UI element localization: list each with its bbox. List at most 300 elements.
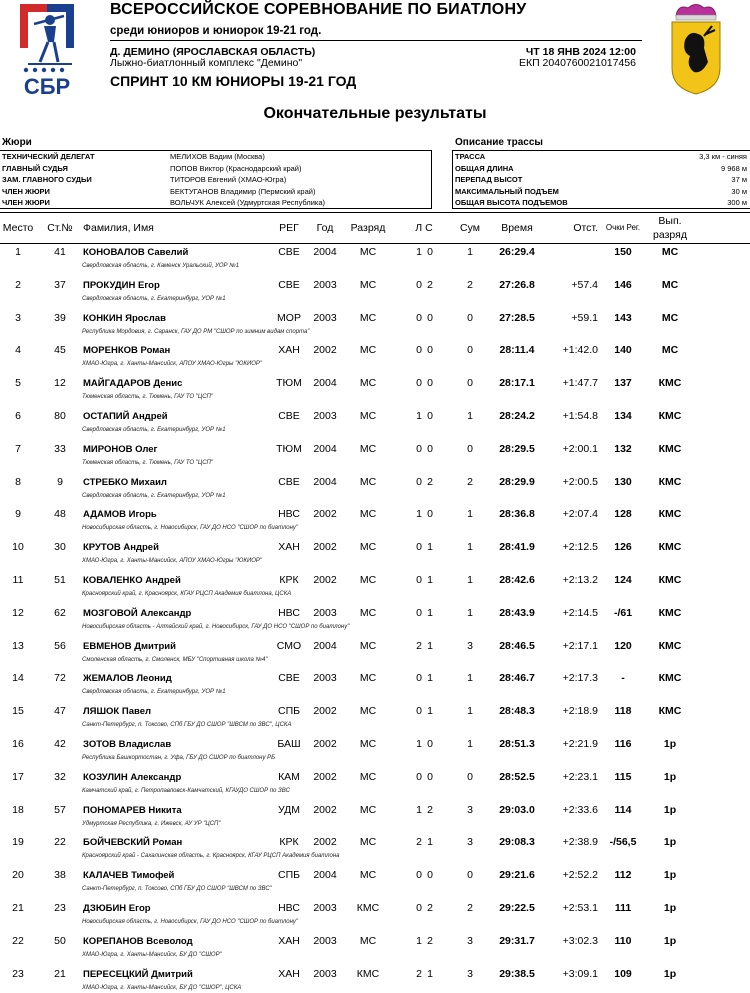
rank: МС [359,770,377,783]
region: УДМ [277,803,301,816]
club: Свердловская область, г. Екатеринбург, УОР №1 [82,492,226,499]
birth-year: 2002 [313,344,337,357]
behind: +1:47.7 [562,377,598,390]
shooting-prone: 0 [416,574,422,586]
athlete-name: ДЗЮБИН Егор [83,903,151,914]
points: 130 [614,475,632,488]
time: 28:17.1 [499,377,535,390]
region: ХАН [278,541,300,554]
points: 111 [614,902,632,914]
shooting-standing: 0 [427,508,433,521]
rank: МС [359,246,377,258]
qualification: 1р [663,934,677,947]
penalty-sum: 1 [467,541,473,554]
table-row [0,506,750,539]
time: 28:43.9 [499,606,535,619]
region: ХАН [278,967,300,980]
points: 115 [614,770,632,783]
time: 29:22.5 [499,902,535,914]
shooting-prone: 1 [416,410,422,422]
birth-year: 2002 [313,705,337,718]
shooting-standing: 0 [427,246,433,258]
club: Республика Мордовия, г. Саранск, ГАУ ДО РМ "СШОР по зимним видам спорта" [82,328,310,335]
qualification: КМС [658,606,682,619]
track-key: ОБЩАЯ ДЛИНА [455,163,514,173]
place: 14 [12,672,24,685]
time: 28:52.5 [499,770,535,783]
bib: 39 [54,311,66,324]
place: 3 [15,311,21,324]
penalty-sum: 0 [467,344,473,357]
competition-subtitle: среди юниоров и юниорок 19-21 год. [110,25,322,37]
time: 28:42.6 [499,574,535,586]
club: Новосибирская область, г. Новосибирск, ГАУ ДО НСО "СШОР по биатлону" [82,525,299,532]
penalty-sum: 3 [467,836,473,849]
birth-year: 2002 [313,738,337,750]
time: 28:46.7 [499,672,535,685]
points: 120 [614,639,632,652]
track-key: ОБЩАЯ ВЫСОТА ПОДЪЕМОВ [455,198,568,207]
shooting-standing: 0 [427,770,433,783]
qualification: 1р [663,803,677,816]
qualification: 1р [663,902,677,914]
col-region: РЕГ [279,222,299,234]
birth-year: 2003 [313,934,337,947]
qualification: 1р [663,738,677,750]
table-row [0,244,750,277]
rank: МС [359,410,377,422]
place: 23 [12,967,24,980]
penalty-sum: 3 [467,967,473,980]
rank: МС [359,344,377,357]
athlete-name: ЕВМЕНОВ Дмитрий [83,640,176,652]
qualification: МС [661,344,679,357]
rank: МС [359,803,377,816]
shooting-standing: 2 [427,278,433,291]
club: Свердловская область, г. Екатеринбург, УОР №1 [82,689,226,696]
table-row [0,342,750,375]
qualification: МС [661,311,679,324]
shooting-prone: 2 [416,836,422,849]
track-key: МАКСИМАЛЬНЫЙ ПОДЪЕМ [455,186,559,196]
track-box [452,150,750,209]
athlete-name: МИРОНОВ Олег [83,443,158,455]
bib: 62 [54,606,66,619]
track-row [455,197,747,208]
shooting-prone: 0 [416,672,422,685]
place: 8 [15,475,21,488]
club: Санкт-Петербург, п. Токсово, СПб ГБУ ДО СШОР "ШВСМ по ЗВС", ЦСКА [82,722,292,729]
penalty-sum: 0 [467,442,473,455]
athlete-name: ПОНОМАРЕВ Никита [83,804,182,816]
col-qual-line2: разряд [653,229,687,241]
points: 110 [614,934,632,947]
athlete-name: КОВАЛЕНКО Андрей [83,575,181,586]
points: 116 [614,738,632,750]
qualification: 1р [663,770,677,783]
behind: +3:09.1 [562,967,598,980]
race-name: СПРИНТ 10 КМ ЮНИОРЫ 19-21 ГОД [110,73,357,89]
jury-box [0,150,432,209]
jury-name: ВОЛЬЧУК Алексей (Удмуртская Республика) [170,198,326,207]
birth-year: 2002 [313,836,337,849]
bib: 12 [54,377,66,390]
rank: МС [359,508,377,521]
place: 16 [12,738,24,750]
shooting-standing: 1 [427,836,433,849]
time: 29:21.6 [499,869,535,882]
place: 19 [12,836,24,849]
region: СВЕ [278,672,300,685]
behind: +2:53.1 [562,902,598,914]
shooting-standing: 1 [427,967,433,980]
birth-year: 2003 [313,967,337,980]
penalty-sum: 2 [467,475,473,488]
athlete-name: МАЙГАДАРОВ Денис [83,378,183,390]
place: 5 [15,377,21,390]
table-row [0,933,750,966]
points: 112 [614,869,632,882]
table-row [0,572,750,605]
shooting-prone: 0 [416,869,422,882]
rank: МС [359,377,377,390]
shooting-prone: 0 [416,442,422,455]
qualification: 1р [663,836,677,849]
athlete-name: МОЗГОВОЙ Александр [83,607,192,619]
col-place: Место [2,222,34,234]
region: БАШ [277,738,301,750]
table-row [0,474,750,507]
athlete-name: ПРОКУДИН Егор [83,279,160,291]
shooting-standing: 1 [427,639,433,652]
time: 26:29.4 [499,246,535,258]
birth-year: 2004 [313,869,337,882]
qualification: КМС [658,475,682,488]
shooting-prone: 1 [416,934,422,947]
region: МОР [277,311,301,324]
table-row [0,605,750,638]
birth-year: 2002 [313,574,337,586]
points: 132 [614,442,632,455]
table-row [0,867,750,900]
points: 137 [614,377,632,390]
time: 28:41.9 [499,541,535,554]
region: СМО [276,639,302,652]
penalty-sum: 3 [467,934,473,947]
jury-name: БЕКТУГАНОВ Владимир (Пермский край) [170,186,316,196]
shooting-standing: 2 [427,934,433,947]
penalty-sum: 0 [467,311,473,324]
table-row [0,736,750,769]
table-row [0,703,750,736]
page-title: Окончательные результаты [263,105,487,122]
penalty-sum: 2 [467,278,473,291]
points: 114 [614,803,632,816]
header [0,0,750,100]
birth-year: 2004 [313,639,337,652]
shooting-standing: 0 [427,442,433,455]
rank: МС [359,672,377,685]
athlete-name: ОСТАПИЙ Андрей [83,411,168,422]
bib: 41 [54,246,66,258]
place: 10 [12,541,24,554]
shooting-prone: 1 [416,803,422,816]
place: 11 [12,574,24,586]
points: - [621,672,625,685]
athlete-name: ЖЕМАЛОВ Леонид [83,673,172,685]
bib: 48 [54,508,66,521]
bib: 42 [54,738,66,750]
behind: +3:02.3 [562,934,598,947]
jury-name: МЕЛИХОВ Вадим (Москва) [170,152,265,161]
club: ХМАО-Югра, г. Ханты-Мансийск, АПОУ ХМАО-Югры "ЮКИОР" [82,361,263,368]
shooting-standing: 0 [427,869,433,882]
points: 140 [614,344,632,357]
jury-role: ТЕХНИЧЕСКИЙ ДЕЛЕГАТ [2,152,95,161]
shooting-standing: 0 [427,410,433,422]
penalty-sum: 0 [467,869,473,882]
track-key: ТРАССА [455,152,486,161]
track-row [455,163,747,174]
time: 28:24.2 [499,410,535,422]
table-row [0,966,750,993]
qualification: КМС [658,672,682,685]
competition-title: ВСЕРОССИЙСКОЕ СОРЕВНОВАНИЕ ПО БИАТЛОНУ [110,1,527,18]
time: 29:31.7 [499,934,535,947]
region: СВЕ [278,246,300,258]
behind: +2:00.1 [562,442,598,455]
athlete-name: КРУТОВ Андрей [83,542,159,554]
athlete-name: ЗОТОВ Владислав [83,739,172,750]
shooting-prone: 1 [416,508,422,521]
club: Камчатский край, г. Петропавловск-Камчатский, КГАУДО СШОР по ЗВС [82,787,290,794]
bib: 51 [54,574,66,586]
club: Смоленская область, г. Смоленск, МБУ "Спортивная школа №4" [82,656,268,663]
time: 28:51.3 [499,738,535,750]
birth-year: 2003 [313,410,337,422]
rank: МС [359,311,377,324]
jury-heading: Жюри [2,137,32,148]
shooting-standing: 1 [427,541,433,554]
behind: +2:13.2 [562,574,598,586]
time: 27:28.5 [499,311,535,324]
club: Красноярский край - Сахалинская область, г. Красноярск, КГАУ РЦСП Академия биатлона [82,853,340,860]
place: 13 [12,639,24,652]
col-sum: Сум [460,222,480,234]
shooting-prone: 0 [416,344,422,357]
behind: +2:00.5 [562,475,598,488]
time: 28:29.9 [499,475,535,488]
qualification: КМС [658,541,682,554]
qualification: КМС [658,574,682,586]
bib: 80 [54,410,66,422]
birth-year: 2003 [313,672,337,685]
table-row [0,638,750,671]
shooting-standing: 0 [427,311,433,324]
rank: МС [359,278,377,291]
behind: +2:18.9 [562,705,598,718]
birth-year: 2003 [313,311,337,324]
qualification: КМС [658,377,682,390]
club: Удмуртская Республика, г. Ижевск, АУ УР "ЦСП" [82,820,221,827]
club: Новосибирская область - Алтайский край, г. Новосибирск, ГАУ ДО НСО "СШОР по биатлону" [82,623,350,630]
bib: 32 [54,770,66,783]
header-divider [110,40,642,41]
bib: 30 [54,541,66,554]
region: КРК [279,574,299,586]
bib: 45 [54,344,66,357]
table-row [0,375,750,408]
bib: 57 [54,803,66,816]
birth-year: 2003 [313,902,337,914]
jury-role: ЗАМ. ГЛАВНОГО СУДЬИ [2,175,92,184]
rank: МС [359,475,377,488]
region: СВЕ [278,410,300,422]
yaroslavl-crest [668,2,724,96]
track-row [455,151,747,162]
qualification: КМС [658,705,682,718]
region: ХАН [278,344,300,357]
table-row [0,670,750,703]
time: 28:29.5 [499,442,535,455]
time: 29:08.3 [499,836,535,849]
club: Свердловская область, г. Екатеринбург, УОР №1 [82,427,226,433]
shooting-prone: 0 [416,606,422,619]
track-value: 9 968 м [720,163,747,173]
bib: 23 [54,902,66,914]
behind: +2:38.9 [562,836,598,849]
sbr-logo [14,2,80,98]
athlete-name: КОЗУЛИН Александр [83,771,182,783]
behind: +57.4 [571,278,598,291]
shooting-prone: 0 [416,377,422,390]
place: 21 [12,902,24,914]
time: 28:48.3 [499,705,535,718]
qualification: КМС [658,639,682,652]
behind: +2:23.1 [562,770,598,783]
shooting-standing: 1 [427,606,433,619]
track-value: 3,3 км - синяя [699,152,747,161]
behind: +2:12.5 [562,541,598,554]
col-shooting: Л С [415,222,433,234]
place: 15 [12,705,24,718]
behind: +2:52.2 [562,869,598,882]
place: 9 [15,508,21,521]
track-value: 37 м [731,175,747,184]
athlete-name: КОНКИН Ярослав [83,312,166,324]
track-value: 30 м [731,186,747,196]
shooting-standing: 1 [427,672,433,685]
penalty-sum: 1 [467,410,473,422]
birth-year: 2004 [313,475,337,488]
region: СВЕ [278,475,300,488]
rank: МС [359,606,377,619]
col-behind: Отст. [573,222,598,234]
shooting-prone: 0 [416,541,422,554]
shooting-prone: 2 [416,967,422,980]
table-row [0,408,750,441]
place: 1 [15,246,21,258]
rank: МС [359,705,377,718]
behind: +1:42.0 [562,344,598,357]
place: 12 [12,606,24,619]
table-row [0,539,750,572]
rank: МС [359,934,377,947]
qualification: КМС [658,508,682,521]
rank: МС [359,574,377,586]
qualification: КМС [658,410,682,422]
table-row [0,834,750,867]
jury-role: ЧЛЕН ЖЮРИ [2,186,50,196]
birth-year: 2002 [313,803,337,816]
shooting-prone: 2 [416,639,422,652]
bib: 22 [54,836,66,849]
shooting-standing: 0 [427,738,433,750]
col-year: Год [316,222,334,234]
rank: МС [359,442,377,455]
track-value: 300 м [727,198,747,207]
shooting-standing: 2 [427,803,433,816]
col-qual-line1: Вып. [658,215,682,227]
jury-role: ЧЛЕН ЖЮРИ [2,198,50,207]
shooting-standing: 0 [427,377,433,390]
athlete-name: АДАМОВ Игорь [83,509,157,521]
athlete-name: КАЛАЧЕВ Тимофей [83,870,175,882]
behind: +2:33.6 [562,803,598,816]
results-table-header [0,212,750,244]
points: 146 [614,278,632,291]
penalty-sum: 0 [467,770,473,783]
col-time: Время [501,222,533,234]
time: 27:26.8 [499,278,535,291]
behind: +2:17.1 [562,639,598,652]
bib: 72 [54,672,66,685]
col-points: Очки Рег. [605,223,641,232]
club: Санкт-Петербург, п. Токсово, СПб ГБУ ДО СШОР "ШВСМ по ЗВС" [82,886,272,893]
qualification: МС [661,246,679,258]
venue: Лыжно-биатлонный комплекс "Демино" [110,57,303,69]
race-datetime: ЧТ 18 ЯНВ 2024 12:00 [525,46,636,58]
shooting-standing: 1 [427,574,433,586]
bib: 21 [54,967,66,980]
points: 118 [614,705,632,718]
penalty-sum: 1 [467,738,473,750]
birth-year: 2004 [313,246,337,258]
table-row [0,900,750,933]
col-rank: Разряд [350,222,386,234]
place: 20 [12,869,24,882]
points: 124 [614,574,632,586]
region: КРК [279,836,299,849]
region: СПБ [277,705,301,718]
time: 28:36.8 [499,508,535,521]
shooting-prone: 1 [416,246,422,258]
birth-year: 2003 [313,606,337,619]
athlete-name: ЛЯШОК Павел [83,706,152,718]
time: 29:03.0 [499,803,535,816]
place: 4 [15,344,21,357]
behind: +2:14.5 [562,606,598,619]
rank: МС [359,738,377,750]
behind: +2:17.3 [562,672,598,685]
points: 150 [614,246,632,258]
table-row [0,310,750,343]
shooting-prone: 0 [416,902,422,914]
place: 17 [12,770,24,783]
region: КАМ [278,770,300,783]
penalty-sum: 1 [467,606,473,619]
points: -/61 [613,606,633,619]
